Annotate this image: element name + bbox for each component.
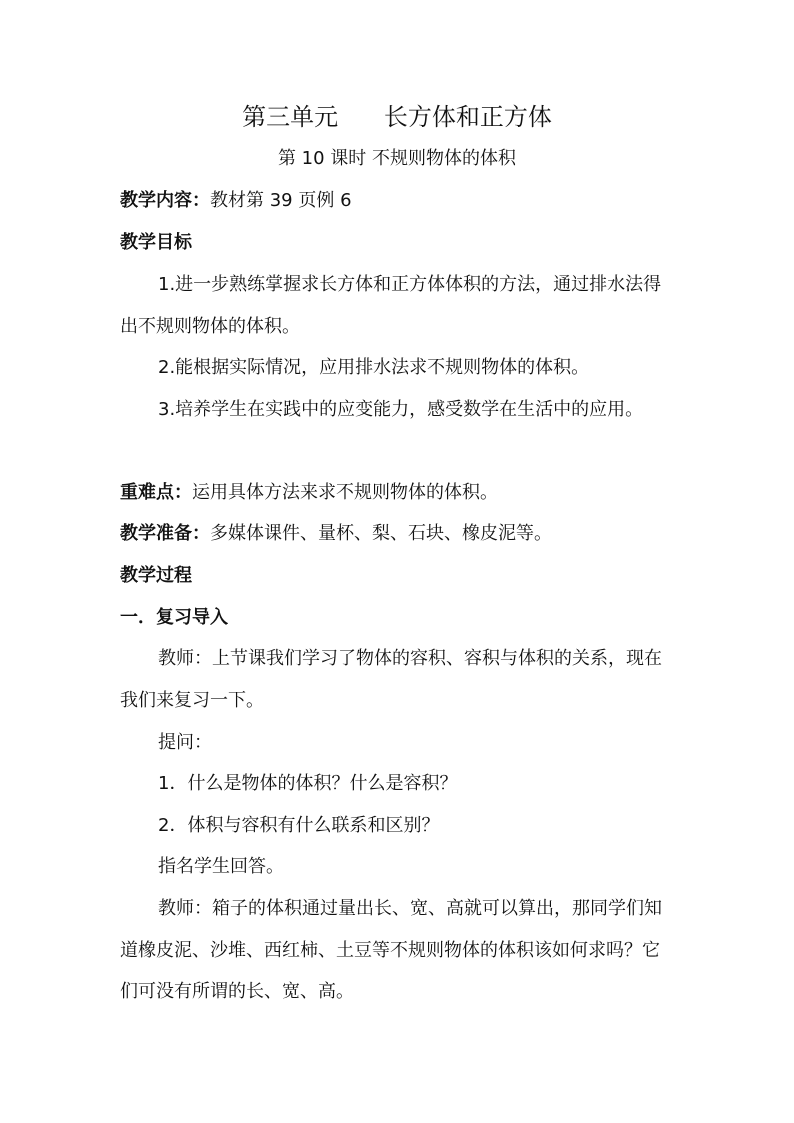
teaching-content-row	[120, 188, 680, 214]
teaching-content-value: 教材第 39 页例 6	[210, 190, 352, 211]
paragraph-1-line-2: 我们来复习一下。	[120, 690, 264, 711]
paragraph-2-line-2: 道橡皮泥、沙堆、西红柿、土豆等不规则物体的体积该如何求吗？它	[120, 940, 660, 961]
goal-2: 2.能根据实际情况，应用排水法求不规则物体的体积。	[158, 357, 590, 378]
paragraph-2-line-1: 教师：箱子的体积通过量出长、宽、高就可以算出，那同学们知	[158, 898, 662, 919]
teaching-prep-row	[120, 521, 680, 547]
page-title: 第三单元 长方体和正方体	[242, 103, 552, 131]
goal-3: 3.培养学生在实践中的应变能力，感受数学在生活中的应用。	[158, 399, 644, 420]
question-2: 2．体积与容积有什么联系和区别？	[158, 815, 440, 836]
goal-1-line-1: 1.进一步熟练掌握求长方体和正方体体积的方法，通过排水法得	[158, 274, 662, 295]
paragraph-2-line-3: 们可没有所谓的长、宽、高。	[120, 981, 354, 1002]
key-points-label: 重难点：	[120, 482, 192, 503]
key-points-row	[120, 480, 680, 506]
goal-1-line-2: 出不规则物体的体积。	[120, 316, 300, 337]
key-points-value: 运用具体方法来求不规则物体的体积。	[192, 482, 498, 503]
ask-label: 提问：	[158, 732, 212, 753]
lesson-subtitle: 第 10 课时 不规则物体的体积	[277, 148, 517, 169]
question-1: 1．什么是物体的体积？什么是容积？	[158, 773, 458, 794]
answer-note: 指名学生回答。	[158, 856, 284, 877]
paragraph-1-line-1: 教师：上节课我们学习了物体的容积、容积与体积的关系，现在	[158, 648, 662, 669]
teaching-process-heading: 教学过程	[120, 565, 192, 586]
section-1-heading: 一．复习导入	[120, 607, 228, 628]
teaching-prep-value: 多媒体课件、量杯、梨、石块、橡皮泥等。	[210, 523, 552, 544]
teaching-goals-heading: 教学目标	[120, 232, 192, 253]
teaching-prep-label: 教学准备：	[120, 523, 210, 544]
teaching-content-label: 教学内容：	[120, 190, 210, 211]
